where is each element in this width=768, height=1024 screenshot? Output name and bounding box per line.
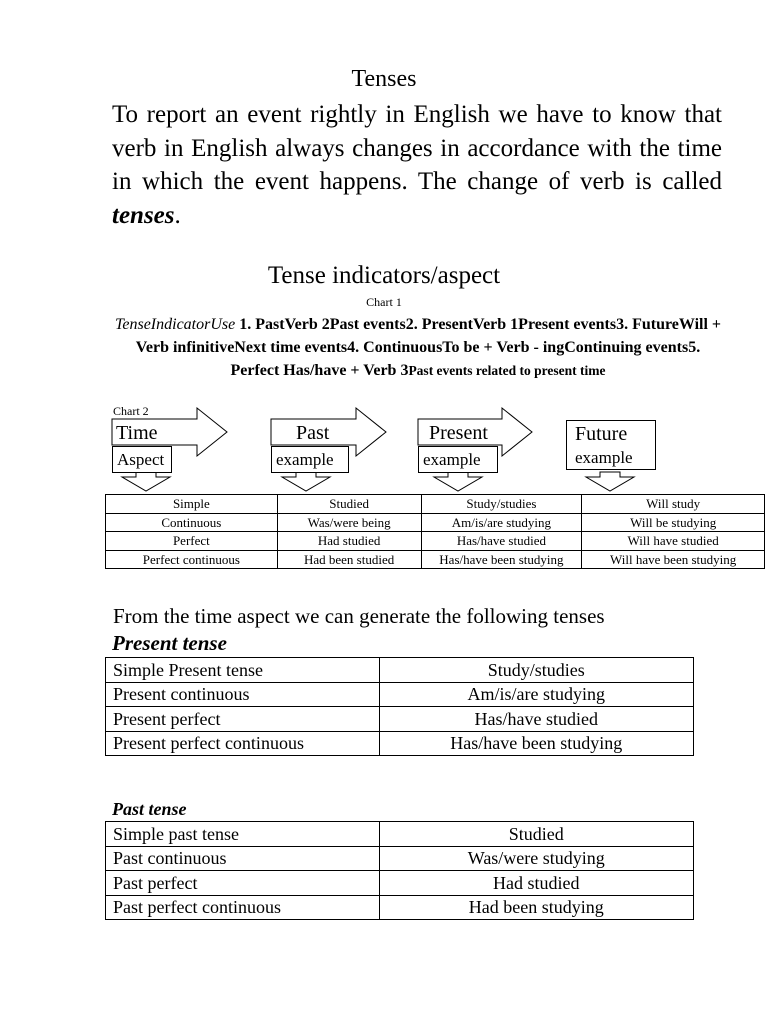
arrow-down-icon xyxy=(586,472,634,491)
chart1-label: Chart 1 xyxy=(366,295,402,309)
chart2-label: Chart 2 xyxy=(113,404,149,418)
table-cell: Will have been studying xyxy=(582,550,765,569)
arrow-down-icon xyxy=(434,472,482,491)
chart1-tail: Past events related to present time xyxy=(408,363,606,378)
table-row xyxy=(106,731,694,756)
table-row xyxy=(106,532,765,551)
table-cell: Has/have studied xyxy=(379,707,693,732)
table-cell: Past perfect continuous xyxy=(106,895,380,920)
present-tense-table xyxy=(105,657,694,756)
table-cell: Had studied xyxy=(379,871,693,896)
indicators-heading: Tense indicators/aspect xyxy=(267,262,501,289)
table-row xyxy=(106,513,765,532)
arrow-down-icon xyxy=(122,472,170,491)
table-cell: Am/is/are studying xyxy=(379,682,693,707)
generate-text: From the time aspect we can generate the following tenses xyxy=(113,604,605,628)
table-cell: Perfect xyxy=(106,532,278,551)
chart2-sub-present xyxy=(418,446,498,473)
table-row xyxy=(106,871,694,896)
box-title: Past xyxy=(296,422,330,444)
table-cell: Present perfect continuous xyxy=(106,731,380,756)
table-row xyxy=(106,846,694,871)
table-cell: Study/studies xyxy=(421,495,582,514)
table-cell: Has/have been studying xyxy=(421,550,582,569)
present-tense-heading: Present tense xyxy=(112,631,227,655)
chart2-box-present xyxy=(425,420,488,446)
chart2-sub-aspect xyxy=(112,446,172,473)
table-row xyxy=(106,895,694,920)
table-cell: Was/were studying xyxy=(379,846,693,871)
chart1-body: 1. PastVerb 2Past events2. PresentVerb 1Present events3. FutureWill + Verb infinitiveNext time events4. ContinuousTo be + Verb - ingContinuing events5. Perfect Has/have + Verb 3 xyxy=(135,316,722,379)
table-cell: Studied xyxy=(277,495,421,514)
box-sub: example xyxy=(276,450,334,469)
time-aspect-table xyxy=(105,494,765,569)
chart2-sub-past xyxy=(271,446,349,473)
table-cell: Was/were being xyxy=(277,513,421,532)
box-sub: Aspect xyxy=(117,450,165,469)
box-sub: example xyxy=(423,450,481,469)
chart2-box-time xyxy=(112,420,196,446)
chart2-box-past xyxy=(292,420,329,446)
table-cell: Will study xyxy=(582,495,765,514)
table-cell: Had been studied xyxy=(277,550,421,569)
table-row xyxy=(106,550,765,569)
table-cell: Present perfect xyxy=(106,707,380,732)
table-cell: Study/studies xyxy=(379,658,693,683)
document-title: Tenses xyxy=(351,66,417,92)
table-cell: Had studied xyxy=(277,532,421,551)
table-cell: Past continuous xyxy=(106,846,380,871)
past-tense-table xyxy=(105,821,694,920)
table-cell: Simple xyxy=(106,495,278,514)
table-row xyxy=(106,658,694,683)
table-cell: Past perfect xyxy=(106,871,380,896)
chart2-box-future xyxy=(566,420,656,470)
table-cell: Will be studying xyxy=(582,513,765,532)
intro-emphasis: tenses xyxy=(112,201,175,229)
table-cell: Simple Present tense xyxy=(106,658,380,683)
table-cell: Simple past tense xyxy=(106,822,380,847)
table-cell: Will have studied xyxy=(582,532,765,551)
table-row xyxy=(106,707,694,732)
table-cell: Had been studying xyxy=(379,895,693,920)
table-cell: Has/have been studying xyxy=(379,731,693,756)
chart1-lead: TenseIndicatorUse xyxy=(114,316,236,333)
box-title: Future xyxy=(575,423,628,445)
box-sub: example xyxy=(575,448,633,467)
table-row xyxy=(106,822,694,847)
arrow-down-icon xyxy=(282,472,330,491)
table-cell: Am/is/are studying xyxy=(421,513,582,532)
table-cell: Has/have studied xyxy=(421,532,582,551)
table-cell: Studied xyxy=(379,822,693,847)
table-row xyxy=(106,495,765,514)
intro-text: To report an event rightly in English we have to know that verb in English always changes in accordance with the time in which the event happens. The change of verb is called xyxy=(112,101,722,195)
past-tense-heading: Past tense xyxy=(112,799,187,819)
intro-text-end: . xyxy=(174,201,181,229)
table-row xyxy=(106,682,694,707)
box-title: Time xyxy=(116,422,158,444)
box-title: Present xyxy=(429,422,488,444)
table-cell: Continuous xyxy=(106,513,278,532)
table-cell: Perfect continuous xyxy=(106,550,278,569)
table-cell: Present continuous xyxy=(106,682,380,707)
